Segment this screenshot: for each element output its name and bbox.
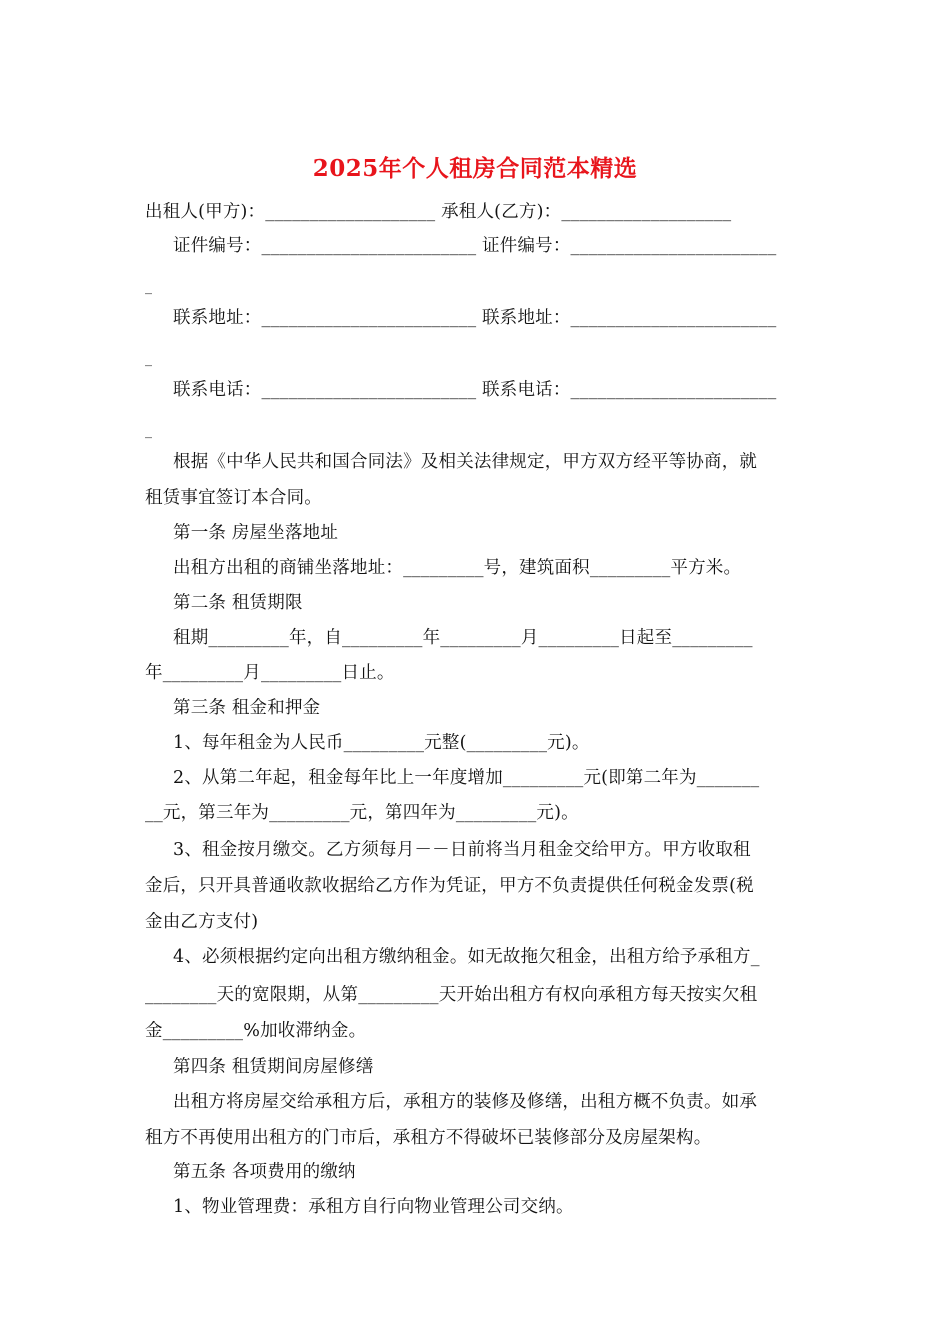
article-text: 1、物业管理费：承租方自行向物业管理公司交纳。 [173,1197,574,1217]
id-number-line: 证件编号：________________________ 证件编号：_______________________ [173,236,777,256]
article-text: 租期_________年，自_________年_________月_________日起至_________ [173,628,753,648]
article-heading: 第二条 租赁期限 [173,593,303,613]
article-text: __元，第三年为_________元，第四年为_________元)。 [145,803,579,823]
preamble-line: 租赁事宜签订本合同。 [145,488,322,508]
party-name-line: 出租人(甲方)：___________________ 承租人(乙方)：___________________ [145,202,732,222]
article-text: 出租方将房屋交给承租方后，承租方的装修及修缮，出租方概不负责。如承 [173,1092,758,1112]
article-heading: 第四条 租赁期间房屋修缮 [173,1057,374,1077]
article-text: ________天的宽限期，从第_________天开始出租方有权向承租方每天按实欠租 [145,985,758,1005]
article-text: 出租方出租的商铺坐落地址：_________号，建筑面积_________平方米。 [173,558,742,578]
article-text: 租方不再使用出租方的门市后，承租方不得破坏已装修部分及房屋架构。 [145,1128,712,1148]
article-text: 金后，只开具普通收款收据给乙方作为凭证，甲方不负责提供任何税金发票(税 [145,876,754,896]
article-text: 3、租金按月缴交。乙方须每月－－日前将当月租金交给甲方。甲方收取租 [173,840,751,860]
line-continuation: _ [145,279,152,295]
preamble-line: 根据《中华人民共和国合同法》及相关法律规定，甲方双方经平等协商，就 [173,452,758,472]
article-text: 金_________%加收滞纳金。 [145,1021,367,1041]
article-text: 4、必须根据约定向出租方缴纳租金。如无故拖欠租金，出租方给予承租方_ [173,947,760,967]
line-continuation: _ [145,351,152,367]
address-line: 联系地址：________________________ 联系地址：_______________________ [173,308,777,328]
line-continuation: _ [145,423,152,439]
article-text: 1、每年租金为人民币_________元整(_________元)。 [173,733,590,753]
article-text: 金由乙方支付) [145,912,259,932]
phone-line: 联系电话：________________________ 联系电话：_______________________ [173,380,777,400]
document-title: 2025年个人租房合同范本精选 [312,155,638,182]
article-heading: 第一条 房屋坐落地址 [173,523,339,543]
article-heading: 第五条 各项费用的缴纳 [173,1162,356,1182]
article-heading: 第三条 租金和押金 [173,698,321,718]
article-text: 2、从第二年起，租金每年比上一年度增加_________元(即第二年为_______ [173,768,760,788]
article-text: 年_________月_________日止。 [145,663,395,683]
